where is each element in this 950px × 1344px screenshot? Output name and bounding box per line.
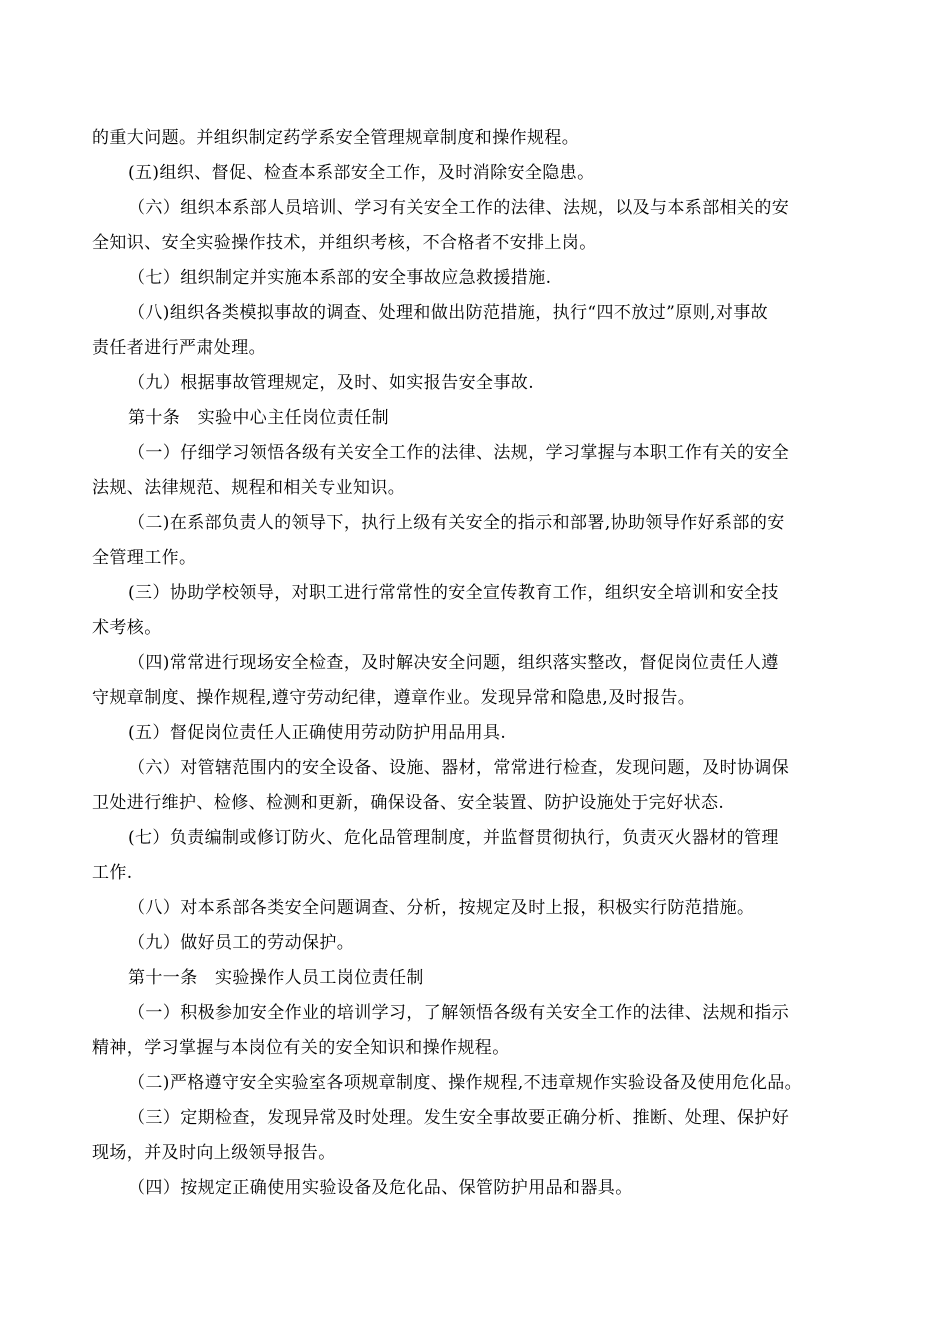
- section-heading: 第十一条 实验操作人员工岗位责任制: [128, 968, 424, 988]
- section-heading: 第十条 实验中心主任岗位责任制: [128, 408, 389, 428]
- paragraph-line: 全管理工作。: [92, 548, 197, 568]
- paragraph-line: 的重大问题。并组织制定药学系安全管理规章制度和操作规程。: [92, 128, 580, 148]
- paragraph-line: 精神，学习掌握与本岗位有关的安全知识和操作规程。: [92, 1038, 510, 1058]
- paragraph-line: (七）负责编制或修订防火、危化品管理制度，并监督贯彻执行，负责灭火器材的管理: [128, 828, 779, 848]
- paragraph-line: 工作.: [92, 863, 133, 883]
- paragraph-line: 现场，并及时向上级领导报告。: [92, 1143, 336, 1163]
- paragraph-line: （六）组织本系部人员培训、学习有关安全工作的法律、法规，以及与本系部相关的安: [128, 198, 790, 218]
- paragraph-line: （四）按规定正确使用实验设备及危化品、保管防护用品和器具。: [128, 1178, 633, 1198]
- paragraph-line: （一）积极参加安全作业的培训学习，了解领悟各级有关安全工作的法律、法规和指示: [128, 1003, 790, 1023]
- paragraph-line: （二)在系部负责人的领导下，执行上级有关安全的指示和部署,协助领导作好系部的安: [128, 513, 785, 533]
- paragraph-line: (五)组织、督促、检查本系部安全工作，及时消除安全隐患。: [128, 163, 595, 183]
- paragraph-line: （一）仔细学习领悟各级有关安全工作的法律、法规，学习掌握与本职工作有关的安全: [128, 443, 790, 463]
- paragraph-line: 法规、法律规范、规程和相关专业知识。: [92, 478, 406, 498]
- paragraph-line: (五）督促岗位责任人正确使用劳动防护用品用具.: [128, 723, 507, 743]
- paragraph-line: （八）对本系部各类安全问题调查、分析，按规定及时上报，积极实行防范措施。: [128, 898, 755, 918]
- paragraph-line: （四)常常进行现场安全检查，及时解决安全问题，组织落实整改，督促岗位责任人遵: [128, 653, 779, 673]
- paragraph-line: （九）根据事故管理规定，及时、如实报告安全事故.: [128, 373, 535, 393]
- paragraph-line: 责任者进行严肃处理。: [92, 338, 266, 358]
- paragraph-line: （八)组织各类模拟事故的调查、处理和做出防范措施，执行“四不放过”原则,对事故: [128, 303, 769, 323]
- paragraph-line: (三）协助学校领导，对职工进行常常性的安全宣传教育工作，组织安全培训和安全技: [128, 583, 779, 603]
- paragraph-line: 全知识、安全实验操作技术，并组织考核，不合格者不安排上岗。: [92, 233, 597, 253]
- paragraph-line: （七）组织制定并实施本系部的安全事故应急救援措施.: [128, 268, 552, 288]
- paragraph-line: （二)严格遵守安全实验室各项规章制度、操作规程,不违章规作实验设备及使用危化品。: [128, 1073, 803, 1093]
- paragraph-line: 术考核。: [92, 618, 162, 638]
- paragraph-line: （三）定期检查，发现异常及时处理。发生安全事故要正确分析、推断、处理、保护好: [128, 1108, 790, 1128]
- paragraph-line: 守规章制度、操作规程,遵守劳动纪律，遵章作业。发现异常和隐患,及时报告。: [92, 688, 696, 708]
- paragraph-line: （六）对管辖范围内的安全设备、设施、器材，常常进行检查，发现问题，及时协调保: [128, 758, 790, 778]
- paragraph-line: 卫处进行维护、检修、检测和更新，确保设备、安全装置、防护设施处于完好状态.: [92, 793, 725, 813]
- paragraph-line: （九）做好员工的劳动保护。: [128, 933, 355, 953]
